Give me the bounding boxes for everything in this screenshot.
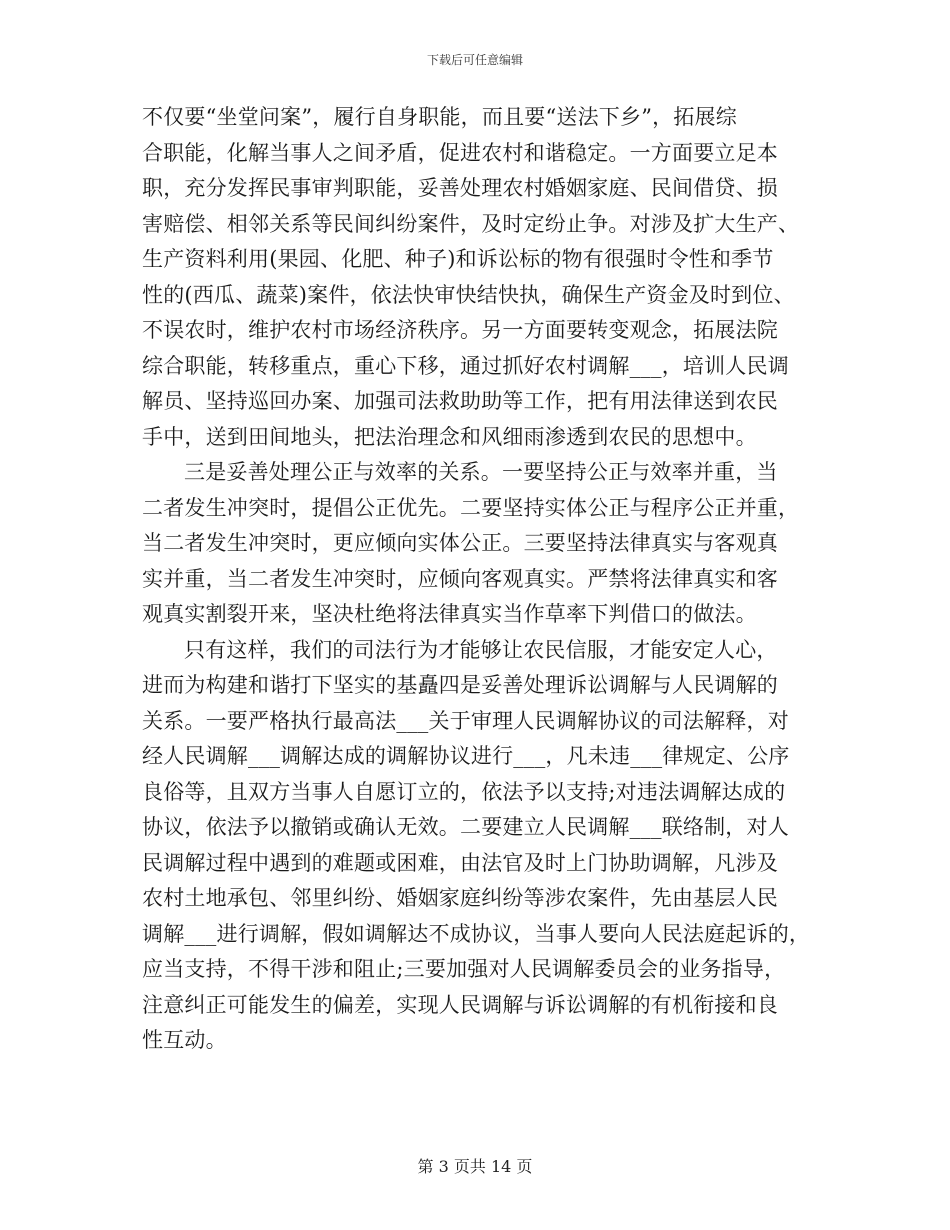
page-number: 第 3 页共 14 页 xyxy=(417,1157,533,1176)
paragraph-3 xyxy=(142,633,822,1059)
text-line: 性的(西瓜、蔬菜)案件，依法快审快结快执，确保生产资金及时到位、 xyxy=(142,282,795,307)
paragraph-2 xyxy=(142,455,822,633)
text-line: 解员、坚持巡回办案、加强司法救助助等工作，把有用法律送到农民 xyxy=(142,389,778,413)
text-line: 应当支持，不得干涉和阻止;三要加强对人民调解委员会的业务指导， xyxy=(142,957,786,981)
text-line: 综合职能，转移重点，重心下移，通过抓好农村调解___，培训人民调 xyxy=(142,353,789,378)
document-body xyxy=(142,100,822,1059)
text-line: 观真实割裂开来，坚决杜绝将法律真实当作草率下判借口的做法。 xyxy=(142,602,757,626)
text-line: 只有这样，我们的司法行为才能够让农民信服，才能安定人心， xyxy=(184,637,778,662)
text-line: 三是妥善处理公正与效率的关系。一要坚持公正与效率并重，当 xyxy=(184,460,778,484)
text-line: 合职能，化解当事人之间矛盾，促进农村和谐稳定。一方面要立足本 xyxy=(142,140,778,165)
paragraph-1 xyxy=(142,100,822,455)
text-line: 不误农时，维护农村市场经济秩序。另一方面要转变观念，拓展法院 xyxy=(142,318,778,342)
page-header: 下载后可任意编辑 xyxy=(426,53,523,67)
text-line: 关系。一要严格执行最高法___关于审理人民调解协议的司法解释，对 xyxy=(142,708,789,733)
text-line: 生产资料利用(果园、化肥、种子)和诉讼标的物有很强时令性和季节 xyxy=(142,247,774,271)
text-line: 进而为构建和谐打下坚实的基矗四是妥善处理诉讼调解与人民调解的 xyxy=(142,673,778,697)
text-line: 注意纠正可能发生的偏差，实现人民调解与诉讼调解的有机衔接和良 xyxy=(142,992,778,1017)
text-line: 实并重，当二者发生冲突时，应倾向客观真实。严禁将法律真实和客 xyxy=(142,566,778,591)
text-line: 手中，送到田间地头，把法治理念和风细雨渗透到农民的思想中。 xyxy=(142,424,757,449)
text-line: 二者发生冲突时，提倡公正优先。二要坚持实体公正与程序公正并重， xyxy=(142,495,800,520)
text-line: 良俗等，且双方当事人自愿订立的，依法予以支持;对违法调解达成的 xyxy=(142,779,786,804)
text-line: 性互动。 xyxy=(142,1028,227,1052)
text-line: 协议，依法予以撤销或确认无效。二要建立人民调解___联络制，对人 xyxy=(142,815,789,839)
text-line: 民调解过程中遇到的难题或困难，由法官及时上门协助调解，凡涉及 xyxy=(142,850,778,875)
text-line: 不仅要“坐堂问案”，履行自身职能，而且要“送法下乡”，拓展综 xyxy=(142,105,737,129)
text-line: 经人民调解___调解达成的调解协议进行___，凡未违___律规定、公序 xyxy=(142,744,790,768)
text-line: 害赔偿、相邻关系等民间纠纷案件，及时定纷止争。对涉及扩大生产、 xyxy=(142,211,800,236)
text-line: 职，充分发挥民事审判职能，妥善处理农村婚姻家庭、民间借贷、损 xyxy=(142,176,778,200)
text-line: 当二者发生冲突时，更应倾向实体公正。三要坚持法律真实与客观真 xyxy=(142,531,778,555)
text-line: 调解___进行调解，假如调解达不成协议，当事人要向人民法庭起诉的， xyxy=(142,921,811,946)
text-line: 农村土地承包、邻里纠纷、婚姻家庭纠纷等涉农案件，先由基层人民 xyxy=(142,886,778,910)
